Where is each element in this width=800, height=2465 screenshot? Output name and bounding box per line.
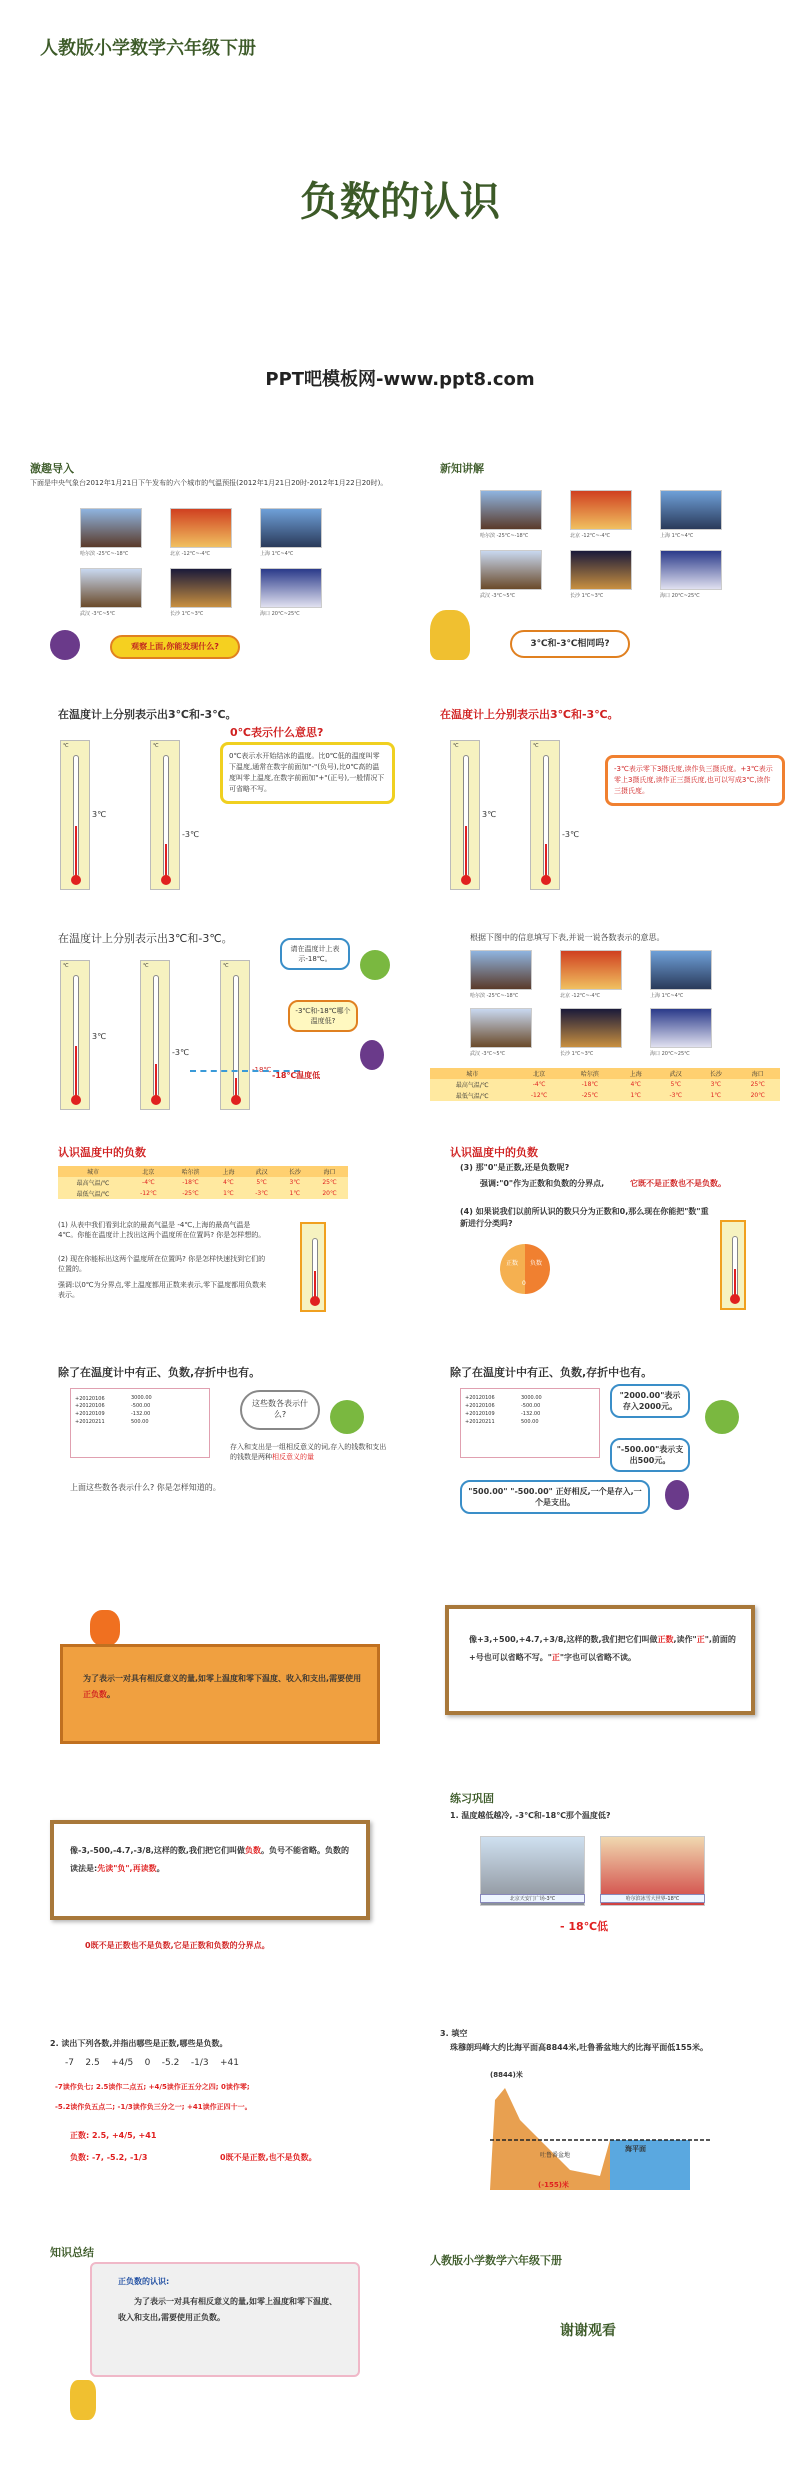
table-cell: 3℃ xyxy=(710,1081,722,1088)
table-cell: 5℃ xyxy=(670,1081,682,1088)
slide-minus-18 xyxy=(30,920,425,1145)
slide-practice-3 xyxy=(430,2020,800,2245)
city-photo xyxy=(170,508,232,548)
thanks-text: 谢谢观看 xyxy=(560,2323,616,2339)
explanation-highlight: 相反意义的量 xyxy=(272,1453,314,1461)
unit-label: ℃ xyxy=(143,963,149,969)
passbook-value: -132.00 xyxy=(131,1411,151,1417)
basin-label: 吐鲁番盆地 xyxy=(540,2152,571,2159)
photo-caption: 长沙 1℃~3℃ xyxy=(570,593,604,599)
explanation-box: -3℃表示零下3摄氏度,读作负三摄氏度。+3℃表示零上3摄氏度,读作正三摄氏度,也可以写成3℃,读作三摄氏度。 xyxy=(605,755,785,806)
passbook-row: +20120109 xyxy=(75,1411,105,1417)
site-name: PPT吧模板网-www.ppt8.com xyxy=(265,369,535,390)
photo-caption: 哈尔滨 -25℃~-18℃ xyxy=(480,533,529,539)
table-cell: -12℃ xyxy=(530,1092,548,1099)
photo-caption: 长沙 1℃~3℃ xyxy=(170,611,204,617)
passbook-row: +20120211 xyxy=(465,1419,495,1425)
table-header: 长沙 xyxy=(709,1071,722,1078)
slide-heading: 激趣导入 xyxy=(30,462,74,475)
eggplant-mascot-icon xyxy=(360,1040,384,1070)
table-cell: -12℃ xyxy=(140,1190,157,1197)
unit-label: ℃ xyxy=(223,963,229,969)
photo-caption: 武汉 -3℃~5℃ xyxy=(80,611,116,617)
pie-label: 正数 xyxy=(506,1260,519,1267)
passbook-value: 500.00 xyxy=(131,1419,149,1425)
height-label: (8844)米 xyxy=(490,2071,523,2079)
unit-label: ℃ xyxy=(63,743,69,749)
table-cell: -25℃ xyxy=(581,1092,599,1099)
answer-text: -18℃温度低 xyxy=(272,1071,321,1080)
table-cell: 1℃ xyxy=(710,1092,722,1099)
city-photo xyxy=(480,550,542,590)
definition-part: ,读作" xyxy=(673,1635,697,1644)
answer-text: - 18℃低 xyxy=(560,1920,609,1933)
table-row xyxy=(58,1177,348,1188)
table-cell: -4℃ xyxy=(142,1179,155,1186)
city-photo xyxy=(470,950,532,990)
table-cell: 最低气温/℃ xyxy=(76,1191,110,1198)
elevation-diagram xyxy=(490,2080,730,2190)
explanation-text xyxy=(230,1442,390,1462)
question-bubble: 3℃和-3℃相同吗? xyxy=(510,630,630,658)
temp-label: -3℃ xyxy=(182,830,199,839)
table-header: 哈尔滨 xyxy=(580,1071,599,1078)
slide-thanks xyxy=(430,2240,800,2465)
pencil-mascot-icon xyxy=(70,2380,96,2420)
definition-board xyxy=(60,1644,380,1744)
photo-caption: 北京天安门广场-3℃ xyxy=(480,1894,585,1903)
slide-heading: 在温度计上分别表示出3℃和-3℃。 xyxy=(58,708,237,721)
table-header: 哈尔滨 xyxy=(181,1169,200,1176)
temp-label: 3℃ xyxy=(92,810,107,819)
depth-label: (-155)米 xyxy=(538,2181,569,2189)
table-cell: 20℃ xyxy=(750,1092,765,1099)
question-text: 珠穆朗玛峰大约比海平面高8844米,吐鲁番盆地大约比海平面低155米。 xyxy=(450,2043,709,2052)
table-cell: 25℃ xyxy=(750,1081,765,1088)
reading-line-1: -7读作负七; 2.5读作二点五; +4/5读作正五分之四; 0读作零; xyxy=(55,2083,250,2091)
question-4: (4) 如果说我们以前所认识的数只分为正数和0,那么现在你能把"数"重新进行分类吗? xyxy=(460,1207,709,1228)
cabbage-mascot-icon xyxy=(705,1400,739,1434)
emphasis-note: 强调:"0"作为正数和负数的分界点, xyxy=(480,1179,605,1188)
negative-definition xyxy=(70,1842,355,1878)
explanation-box: 0℃表示水开始结冰的温度。比0℃低的温度叫零下温度,通常在数字前面加"-"(负号),比0℃高的温度叫零上温度,在数字前面加"+"(正号),一般情况下可省略不写。 xyxy=(220,742,395,804)
slide-heading: 3. 填空 xyxy=(440,2029,468,2038)
question-text: 1. 温度越低越冷, -3℃和-18℃那个温度低? xyxy=(450,1811,611,1820)
slide-thermometer-zero xyxy=(30,700,425,925)
passbook-image xyxy=(460,1388,600,1458)
thermometer xyxy=(60,960,90,1110)
table-cell: 1℃ xyxy=(630,1092,642,1099)
question-bubble: 这些数各表示什么? xyxy=(240,1390,320,1430)
table-header: 城市 xyxy=(87,1169,100,1176)
question-text: 上面这些数各表示什么? 你是怎样知道的。 xyxy=(70,1483,221,1492)
pie-label: 负数 xyxy=(530,1260,543,1267)
temp-label: -3℃ xyxy=(562,830,579,839)
table-header: 海口 xyxy=(751,1071,764,1078)
question-bubble: -3℃和-18℃哪个温度低? xyxy=(288,1000,358,1032)
closing-subtitle: 人教版小学数学六年级下册 xyxy=(430,2254,562,2267)
sea-shape xyxy=(610,2140,690,2190)
table-cell: 最高气温/℃ xyxy=(76,1180,110,1187)
summary-card xyxy=(90,2262,360,2377)
temp-label: -3℃ xyxy=(172,1048,189,1057)
slide-zero-class xyxy=(430,1140,800,1365)
city-photo xyxy=(660,490,722,530)
photo-caption: 哈尔滨 -25℃~-18℃ xyxy=(470,993,519,999)
page-title: 负数的认识 xyxy=(300,179,500,225)
question-2: (2) 现在你能标出这两个温度所在位置吗? 你是怎样快速找到它们的位置的。 xyxy=(58,1255,266,1273)
eggplant-mascot-icon xyxy=(50,630,80,660)
thermometer xyxy=(220,960,250,1110)
definition-text xyxy=(83,1671,363,1703)
zero-note: 0既不是正数,也不是负数。 xyxy=(220,2153,317,2162)
passbook-row: +20120106 xyxy=(75,1396,105,1402)
table-header: 北京 xyxy=(533,1071,546,1078)
table-cell: 4℃ xyxy=(223,1179,234,1186)
slide-temp-negatives xyxy=(30,1140,425,1365)
number-list: -7 2.5 +4/5 0 -5.2 -1/3 +41 xyxy=(65,2058,239,2068)
photo-caption: 北京 -12℃~-4℃ xyxy=(170,551,211,557)
slide-heading: 2. 读出下列各数,并指出哪些是正数,哪些是负数。 xyxy=(50,2039,228,2048)
photo-caption: 上海 1℃~4℃ xyxy=(650,993,684,999)
slide-new-knowledge xyxy=(430,460,800,685)
unit-label: ℃ xyxy=(533,743,539,749)
photo-caption: 哈尔滨冰雪大世界-18℃ xyxy=(600,1894,705,1903)
sea-level-label: 海平面 xyxy=(625,2145,646,2153)
reading-line-2: -5.2读作负五点二; -1/3读作负三分之一; +41读作正四十一。 xyxy=(55,2103,252,2111)
table-cell: -3℃ xyxy=(255,1190,268,1197)
passbook-row: +20120106 xyxy=(465,1403,495,1409)
positive-list: 正数: 2.5, +4/5, +41 xyxy=(70,2131,157,2140)
slide-heading: 在温度计上分别表示出3℃和-3℃。 xyxy=(58,932,233,945)
photo-caption: 武汉 -3℃~5℃ xyxy=(470,1051,506,1057)
cabbage-mascot-icon xyxy=(360,950,390,980)
city-photo xyxy=(470,1008,532,1048)
definition-part: 。 xyxy=(107,1690,115,1699)
answer-bubble: "2000.00"表示存入2000元。 xyxy=(610,1384,690,1418)
cabbage-mascot-icon xyxy=(330,1400,364,1434)
table-cell: 1℃ xyxy=(223,1190,234,1197)
photo-caption: 上海 1℃~4℃ xyxy=(660,533,694,539)
definition-part: 像+3,+500,+4.7,+3/8,这样的数,我们把它们叫做 xyxy=(469,1635,658,1644)
table-header: 海口 xyxy=(323,1169,336,1176)
definition-part: "字也可以省略不读。 xyxy=(559,1653,637,1662)
table-row xyxy=(58,1188,348,1199)
slide-heading: 除了在温度计中有正、负数,存折中也有。 xyxy=(450,1366,653,1379)
answer-bubble: "500.00" "-500.00" 正好相反,一个是存入,一个是支出。 xyxy=(460,1480,650,1514)
carrot-mascot-icon xyxy=(90,1610,120,1646)
passbook-image xyxy=(70,1388,210,1458)
slide-heading: 除了在温度计中有正、负数,存折中也有。 xyxy=(58,1366,261,1379)
temp-label: -18℃ xyxy=(252,1066,272,1074)
city-photo xyxy=(650,1008,712,1048)
unit-label: ℃ xyxy=(153,743,159,749)
definition-highlight: 正 xyxy=(551,1653,560,1662)
photo-caption: 上海 1℃~4℃ xyxy=(260,551,294,557)
table-cell: -18℃ xyxy=(182,1179,199,1186)
city-photo xyxy=(570,490,632,530)
answer-bubble: "-500.00"表示支出500元。 xyxy=(610,1438,690,1472)
thermometer xyxy=(530,740,560,890)
slide-positive-numbers xyxy=(445,1605,755,1715)
city-photo xyxy=(260,568,322,608)
slide-thermometer-read xyxy=(430,700,800,925)
unit-label: ℃ xyxy=(63,963,69,969)
photo-caption: 哈尔滨 -25℃~-18℃ xyxy=(80,551,129,557)
table-cell: 最低气温/℃ xyxy=(455,1093,489,1100)
pie-label: 0 xyxy=(522,1280,526,1287)
table-row xyxy=(430,1079,780,1090)
unit-label: ℃ xyxy=(453,743,459,749)
table-cell: 4℃ xyxy=(630,1081,642,1088)
temperature-table xyxy=(58,1166,348,1199)
hint-bubble: 请在温度计上表示-18℃。 xyxy=(280,938,350,970)
passbook-row: +20120106 xyxy=(75,1403,105,1409)
passbook-row: +20120106 xyxy=(465,1395,495,1401)
passbook-row: +20120211 xyxy=(75,1419,105,1425)
slide-heading: 在温度计上分别表示出3℃和-3℃。 xyxy=(440,708,619,721)
thermometer xyxy=(300,1222,326,1312)
photo-caption: 武汉 -3℃~5℃ xyxy=(480,593,516,599)
photo-caption: 海口 20℃~25℃ xyxy=(650,1051,690,1057)
slide-passbook-answers xyxy=(430,1360,800,1585)
slide-intro xyxy=(30,460,425,685)
slide-fill-table xyxy=(430,920,800,1145)
definition-highlight: 正负数 xyxy=(83,1690,107,1699)
city-photo xyxy=(660,550,722,590)
table-cell: 1℃ xyxy=(289,1190,301,1197)
definition-highlight: 先读"负",再读数 xyxy=(97,1864,157,1873)
passbook-value: 3000.00 xyxy=(521,1395,542,1401)
eggplant-mascot-icon xyxy=(665,1480,689,1510)
table-header: 武汉 xyxy=(255,1169,268,1176)
definition-part: 。负号不能省略。负数的读法是: xyxy=(70,1846,349,1873)
table-cell: -3℃ xyxy=(669,1092,683,1099)
slide-heading: 知识总结 xyxy=(50,2246,94,2259)
slide-heading: 认识温度中的负数 xyxy=(450,1146,538,1159)
table-cell: 20℃ xyxy=(322,1190,337,1197)
table-cell: -18℃ xyxy=(581,1081,599,1088)
passbook-value: 3000.00 xyxy=(131,1395,152,1401)
thermometer xyxy=(720,1220,746,1310)
city-photo xyxy=(650,950,712,990)
passbook-value: -500.00 xyxy=(131,1403,151,1409)
explanation-part: 存入和支出是一组相反意义的词,存入的钱数和支出的钱数是两种 xyxy=(230,1443,387,1461)
table-cell: 25℃ xyxy=(322,1179,337,1186)
photo-caption: 海口 20℃~25℃ xyxy=(260,611,300,617)
city-photo xyxy=(570,550,632,590)
question-3: (3) 那"0"是正数,还是负数呢? xyxy=(460,1163,570,1172)
table-cell: 5℃ xyxy=(256,1179,267,1186)
definition-part: 。 xyxy=(156,1864,165,1873)
question-text: 0℃表示什么意思? xyxy=(230,726,324,739)
temp-label: 3℃ xyxy=(92,1032,107,1041)
table-cell: 最高气温/℃ xyxy=(455,1082,489,1089)
temperature-table xyxy=(430,1068,780,1101)
negative-list: 负数: -7, -5.2, -1/3 xyxy=(70,2153,148,2162)
table-header: 上海 xyxy=(629,1071,642,1078)
passbook-row: +20120109 xyxy=(465,1411,495,1417)
city-photo xyxy=(560,1008,622,1048)
slide-negative-numbers xyxy=(30,1800,425,2025)
passbook-value: 500.00 xyxy=(521,1419,539,1425)
slide-summary xyxy=(30,2240,425,2465)
slide-practice-1 xyxy=(430,1790,800,2015)
definition-part: 像-3,-500,-4.7,-3/8,这样的数,我们把它们叫做 xyxy=(70,1846,245,1855)
summary-title: 正负数的认识: xyxy=(118,2277,170,2286)
city-photo xyxy=(480,490,542,530)
table-header: 武汉 xyxy=(669,1071,682,1078)
table-cell: 3℃ xyxy=(289,1179,301,1186)
slide-heading: 认识温度中的负数 xyxy=(58,1146,146,1159)
intro-text: 下面是中央气象台2012年1月21日下午发布的六个城市的气温预报(2012年1月21日20时-2012年1月22日20时)。 xyxy=(30,479,388,487)
question-bubble: 观察上面,你能发现什么? xyxy=(110,635,240,659)
thermometer xyxy=(450,740,480,890)
definition-part: ",前面的+号也可以省略不写。" xyxy=(469,1635,736,1662)
slide-passbook xyxy=(30,1360,425,1585)
definition-board xyxy=(50,1820,370,1920)
table-cell: -25℃ xyxy=(182,1190,199,1197)
emphasis-note: 强调:以0℃为分界点,零上温度都用正数来表示,零下温度都用负数来表示。 xyxy=(58,1281,267,1299)
table-header: 长沙 xyxy=(288,1169,301,1176)
city-photo xyxy=(170,568,232,608)
question-1: (1) 从表中我们看到北京的最高气温是 -4℃,上海的最高气温是4℃。你能在温度计上找出这两个温度所在位置吗? 你是怎样想的。 xyxy=(58,1221,266,1239)
photo-caption: 北京 -12℃~-4℃ xyxy=(570,533,611,539)
photo-caption: 北京 -12℃~-4℃ xyxy=(560,993,601,999)
thermometer xyxy=(60,740,90,890)
summary-text: 为了表示一对具有相反意义的量,如零上温度和零下温度、收入和支出,需要使用正负数。 xyxy=(118,2297,338,2322)
kid-mascot-icon xyxy=(430,610,470,660)
slide-definition-board xyxy=(30,1580,425,1805)
city-photo xyxy=(80,568,142,608)
slide-practice-2 xyxy=(30,2030,425,2255)
table-header: 上海 xyxy=(222,1169,235,1176)
slide-heading: 练习巩固 xyxy=(450,1792,494,1805)
definition-highlight: 正数 xyxy=(657,1635,674,1644)
table-cell: -4℃ xyxy=(532,1081,546,1088)
definition-highlight: 正 xyxy=(696,1635,705,1644)
passbook-value: -132.00 xyxy=(521,1411,541,1417)
course-subtitle: 人教版小学数学六年级下册 xyxy=(40,38,256,59)
positive-definition xyxy=(469,1631,739,1667)
thermometer xyxy=(140,960,170,1110)
definition-highlight: 负数 xyxy=(244,1846,261,1855)
passbook-value: -500.00 xyxy=(521,1403,541,1409)
city-photo xyxy=(560,950,622,990)
city-photo xyxy=(80,508,142,548)
table-header: 北京 xyxy=(142,1169,155,1176)
photo-caption: 长沙 1℃~3℃ xyxy=(560,1051,594,1057)
definition-part: 为了表示一对具有相反意义的量,如零上温度和零下温度、收入和支出,需要使用 xyxy=(83,1674,362,1683)
temp-label: 3℃ xyxy=(482,810,497,819)
slide-heading: 新知讲解 xyxy=(440,462,484,475)
zero-note: 0既不是正数也不是负数,它是正数和负数的分界点。 xyxy=(85,1941,270,1950)
table-header: 城市 xyxy=(466,1071,479,1078)
table-row xyxy=(430,1090,780,1101)
instruction-text: 根据下图中的信息填写下表,并说一说各数表示的意思。 xyxy=(470,933,665,942)
thermometer xyxy=(150,740,180,890)
city-photo xyxy=(260,508,322,548)
photo-caption: 海口 20℃~25℃ xyxy=(660,593,700,599)
emphasis-note-red: 它既不是正数也不是负数。 xyxy=(630,1179,726,1188)
